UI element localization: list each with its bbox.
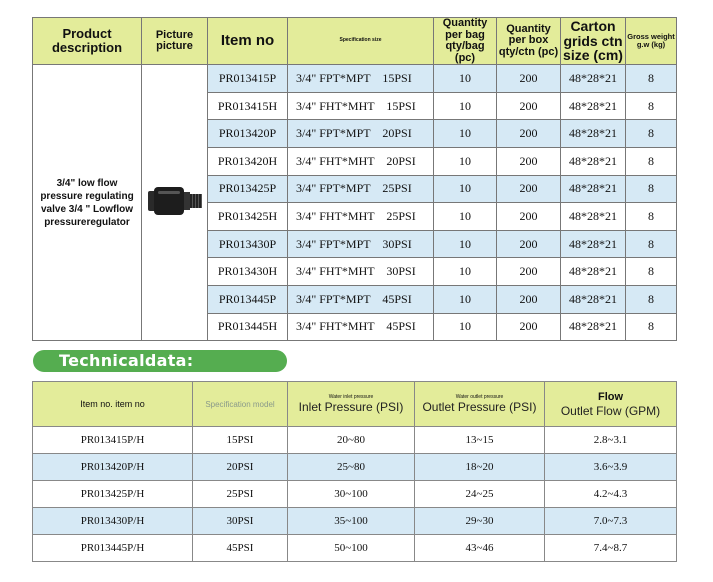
product-table-header <box>33 18 677 65</box>
tech-spec-cell: 20PSI <box>193 454 288 481</box>
header-inlet-small: Water inlet pressure <box>328 394 374 400</box>
header-picture: Picture picture <box>142 18 208 65</box>
qty-box-cell: 200 <box>497 175 561 203</box>
qty-bag-cell: 10 <box>434 313 497 341</box>
header-flow <box>545 382 677 427</box>
qty-bag-cell: 10 <box>434 65 497 93</box>
gross-weight-cell: 8 <box>626 258 677 286</box>
carton-size-cell: 48*28*21 <box>561 230 626 258</box>
header-gross-weight: Gross weight g.w (kg) <box>626 18 677 65</box>
outlet-pressure-cell: 18~20 <box>415 454 545 481</box>
gross-weight-cell: 8 <box>626 230 677 258</box>
item-no-cell: PR013415P <box>208 65 288 93</box>
specification-cell: 3/4" FHT*MHT 20PSI <box>288 147 434 175</box>
item-no-cell: PR013420H <box>208 147 288 175</box>
specification-cell: 3/4" FHT*MHT 25PSI <box>288 203 434 231</box>
qty-bag-cell: 10 <box>434 230 497 258</box>
header-tech-item-no: Item no. item no <box>33 382 193 427</box>
carton-size-cell: 48*28*21 <box>561 92 626 120</box>
carton-size-cell: 48*28*21 <box>561 203 626 231</box>
qty-box-cell: 200 <box>497 147 561 175</box>
pressure-regulator-image <box>146 185 204 217</box>
technical-data-banner <box>33 350 287 372</box>
outlet-flow-cell: 7.4~8.7 <box>545 535 677 562</box>
tech-item-cell: PR013420P/H <box>33 454 193 481</box>
carton-size-cell: 48*28*21 <box>561 120 626 148</box>
header-inlet-pressure <box>288 382 415 427</box>
item-no-cell: PR013445P <box>208 285 288 313</box>
qty-bag-cell: 10 <box>434 120 497 148</box>
specification-cell: 3/4" FHT*MHT 15PSI <box>288 92 434 120</box>
gross-weight-cell: 8 <box>626 175 677 203</box>
tech-item-cell: PR013425P/H <box>33 481 193 508</box>
technical-row <box>33 508 677 535</box>
product-table <box>32 17 677 341</box>
header-outlet-pressure <box>415 382 545 427</box>
qty-box-cell: 200 <box>497 203 561 231</box>
qty-bag-cell: 10 <box>434 285 497 313</box>
specification-cell: 3/4" FPT*MPT 30PSI <box>288 230 434 258</box>
item-no-cell: PR013415H <box>208 92 288 120</box>
product-table-body <box>33 65 677 341</box>
outlet-flow-cell: 2.8~3.1 <box>545 427 677 454</box>
technical-row <box>33 481 677 508</box>
specification-cell: 3/4" FPT*MPT 20PSI <box>288 120 434 148</box>
gross-weight-cell: 8 <box>626 65 677 93</box>
qty-box-cell: 200 <box>497 313 561 341</box>
product-row <box>33 65 677 93</box>
header-spec-model: Specification model <box>193 382 288 427</box>
header-flow-main: Outlet Flow (GPM) <box>560 403 661 418</box>
inlet-pressure-cell: 50~100 <box>288 535 415 562</box>
technical-data-table <box>32 381 677 562</box>
qty-box-cell: 200 <box>497 285 561 313</box>
gross-weight-cell: 8 <box>626 285 677 313</box>
gross-weight-cell: 8 <box>626 92 677 120</box>
qty-bag-cell: 10 <box>434 203 497 231</box>
inlet-pressure-cell: 30~100 <box>288 481 415 508</box>
specification-cell: 3/4" FHT*MHT 30PSI <box>288 258 434 286</box>
specification-cell: 3/4" FPT*MPT 45PSI <box>288 285 434 313</box>
header-outlet-main: Outlet Pressure (PSI) <box>422 400 537 414</box>
qty-box-cell: 200 <box>497 258 561 286</box>
gross-weight-cell: 8 <box>626 120 677 148</box>
item-no-cell: PR013445H <box>208 313 288 341</box>
specification-cell: 3/4" FPT*MPT 15PSI <box>288 65 434 93</box>
technical-table-body <box>33 427 677 562</box>
technical-row <box>33 535 677 562</box>
product-description: 3/4" low flow pressure regulating valve 3/4 " Lowflow pressureregulator <box>33 65 142 341</box>
item-no-cell: PR013420P <box>208 120 288 148</box>
tech-spec-cell: 15PSI <box>193 427 288 454</box>
gross-weight-cell: 8 <box>626 147 677 175</box>
inlet-pressure-cell: 25~80 <box>288 454 415 481</box>
outlet-pressure-cell: 29~30 <box>415 508 545 535</box>
item-no-cell: PR013425P <box>208 175 288 203</box>
carton-size-cell: 48*28*21 <box>561 147 626 175</box>
qty-box-cell: 200 <box>497 230 561 258</box>
item-no-cell: PR013430H <box>208 258 288 286</box>
header-product-description: Product description <box>33 18 142 65</box>
tech-spec-cell: 45PSI <box>193 535 288 562</box>
header-qty-box: Quantity per box qty/ctn (pc) <box>497 18 561 65</box>
tech-spec-cell: 30PSI <box>193 508 288 535</box>
header-qty-bag: Quantity per bag qty/bag (pc) <box>434 18 497 65</box>
header-inlet-main: Inlet Pressure (PSI) <box>298 400 404 414</box>
technical-data-title: Technicaldata: <box>59 351 194 370</box>
qty-bag-cell: 10 <box>434 147 497 175</box>
qty-box-cell: 200 <box>497 65 561 93</box>
outlet-flow-cell: 7.0~7.3 <box>545 508 677 535</box>
qty-bag-cell: 10 <box>434 92 497 120</box>
outlet-flow-cell: 4.2~4.3 <box>545 481 677 508</box>
tech-spec-cell: 25PSI <box>193 481 288 508</box>
tech-item-cell: PR013430P/H <box>33 508 193 535</box>
header-item-no: Item no <box>208 18 288 65</box>
outlet-flow-cell: 3.6~3.9 <box>545 454 677 481</box>
outlet-pressure-cell: 24~25 <box>415 481 545 508</box>
tech-item-cell: PR013415P/H <box>33 427 193 454</box>
gross-weight-cell: 8 <box>626 313 677 341</box>
qty-bag-cell: 10 <box>434 258 497 286</box>
item-no-cell: PR013425H <box>208 203 288 231</box>
carton-size-cell: 48*28*21 <box>561 65 626 93</box>
carton-size-cell: 48*28*21 <box>561 285 626 313</box>
carton-size-cell: 48*28*21 <box>561 313 626 341</box>
inlet-pressure-cell: 35~100 <box>288 508 415 535</box>
specification-cell: 3/4" FHT*MHT 45PSI <box>288 313 434 341</box>
qty-bag-cell: 10 <box>434 175 497 203</box>
qty-box-cell: 200 <box>497 92 561 120</box>
product-picture <box>142 65 208 341</box>
technical-row <box>33 454 677 481</box>
carton-size-cell: 48*28*21 <box>561 258 626 286</box>
outlet-pressure-cell: 13~15 <box>415 427 545 454</box>
tech-item-cell: PR013445P/H <box>33 535 193 562</box>
item-no-cell: PR013430P <box>208 230 288 258</box>
specification-cell: 3/4" FPT*MPT 25PSI <box>288 175 434 203</box>
header-specification: Specification size <box>288 18 434 65</box>
technical-row <box>33 427 677 454</box>
header-outlet-small: Water outlet pressure <box>455 394 504 400</box>
carton-size-cell: 48*28*21 <box>561 175 626 203</box>
technical-table-header <box>33 382 677 427</box>
outlet-pressure-cell: 43~46 <box>415 535 545 562</box>
gross-weight-cell: 8 <box>626 203 677 231</box>
qty-box-cell: 200 <box>497 120 561 148</box>
header-carton: Carton grids ctn size (cm) <box>561 18 626 65</box>
inlet-pressure-cell: 20~80 <box>288 427 415 454</box>
header-flow-title: Flow <box>597 390 624 403</box>
